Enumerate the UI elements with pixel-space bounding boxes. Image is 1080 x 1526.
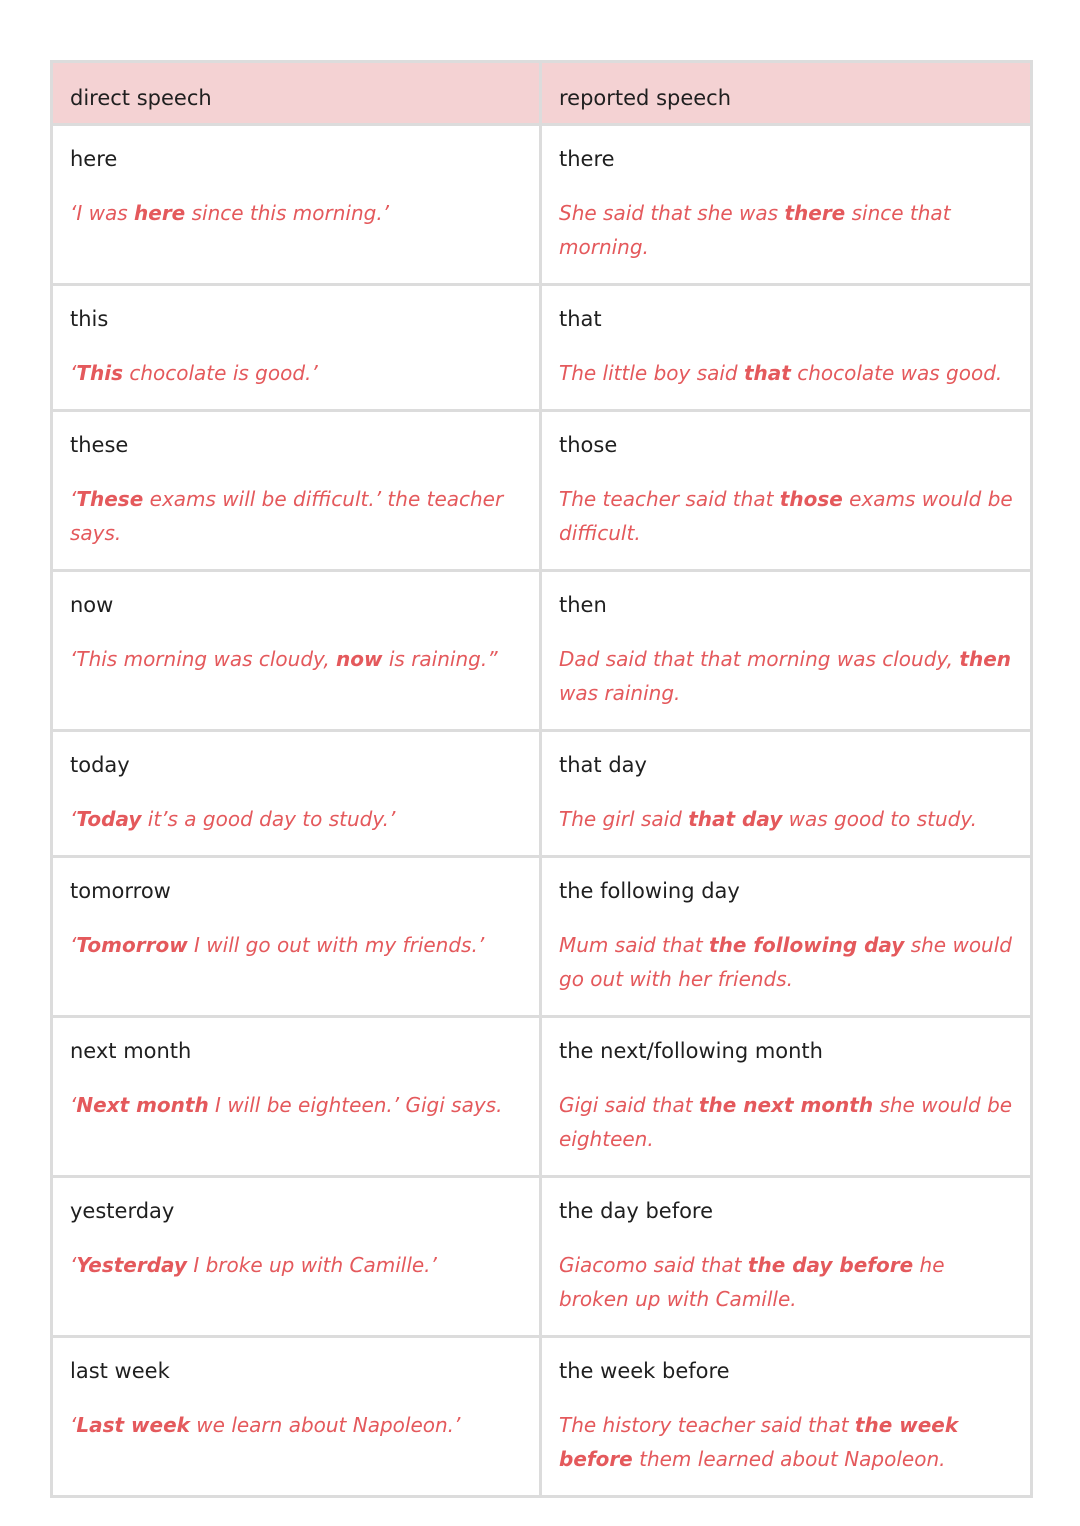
direct-speech-example <box>70 1088 522 1122</box>
reported-speech-term: that <box>559 307 602 331</box>
example-text: was raining. <box>559 681 681 705</box>
reported-speech-cell <box>541 571 1032 731</box>
table-row <box>52 411 1032 571</box>
example-text: we learn about Napoleon.’ <box>189 1413 461 1437</box>
example-text: ‘ <box>70 1253 77 1277</box>
example-text: I broke up with Camille.’ <box>186 1253 437 1277</box>
reported-speech-example <box>559 802 1013 836</box>
reported-speech-example <box>559 1088 1013 1156</box>
example-text: Mum said that <box>559 933 710 957</box>
example-text: chocolate was good. <box>790 361 1003 385</box>
example-text: ‘ <box>70 1093 77 1117</box>
reported-speech-example <box>559 1248 1013 1316</box>
reported-speech-cell <box>541 1177 1032 1337</box>
example-text: The history teacher said that <box>559 1413 855 1437</box>
direct-speech-cell <box>52 857 541 1017</box>
reported-speech-cell <box>541 1337 1032 1497</box>
highlighted-word: now <box>336 647 383 671</box>
direct-speech-cell <box>52 1337 541 1497</box>
header-reported-speech: reported speech <box>541 62 1032 125</box>
direct-speech-term: here <box>70 147 118 171</box>
example-text: I will go out with my friends.’ <box>187 933 485 957</box>
table-row <box>52 857 1032 1017</box>
direct-speech-example <box>70 802 522 836</box>
example-text: The teacher said that <box>559 487 780 511</box>
direct-speech-term: these <box>70 433 129 457</box>
example-text: was good to study. <box>782 807 977 831</box>
example-text: she would be eighteen. <box>559 1093 1013 1151</box>
example-text: I will be eighteen.’ Gigi says. <box>208 1093 503 1117</box>
example-text: she would go out with her friends. <box>559 933 1012 991</box>
direct-speech-example <box>70 642 522 676</box>
reported-speech-term: the day before <box>559 1199 714 1223</box>
table-row <box>52 1017 1032 1177</box>
highlighted-word: the day before <box>747 1253 914 1277</box>
direct-speech-term: this <box>70 307 109 331</box>
example-text: them learned about Napoleon. <box>632 1447 946 1471</box>
highlighted-word: Next month <box>76 1093 209 1117</box>
highlighted-word: that <box>743 361 791 385</box>
reported-speech-cell <box>541 731 1032 857</box>
highlighted-word: those <box>779 487 843 511</box>
direct-speech-example <box>70 1408 522 1442</box>
table-row <box>52 125 1032 285</box>
direct-speech-example <box>70 196 522 230</box>
example-text: Dad said that that morning was cloudy, <box>559 647 960 671</box>
direct-speech-example <box>70 928 522 962</box>
example-text: exams would be difficult. <box>559 487 1013 545</box>
example-text: ‘ <box>70 487 77 511</box>
direct-speech-cell <box>52 1017 541 1177</box>
example-text: The girl said <box>559 807 689 831</box>
example-text: She said that she was <box>559 201 785 225</box>
example-text: since that morning. <box>559 201 951 259</box>
reported-speech-cell <box>541 1017 1032 1177</box>
direct-speech-example <box>70 1248 522 1282</box>
example-text: ‘This morning was cloudy, <box>70 647 337 671</box>
table-header-row <box>52 62 1032 125</box>
direct-speech-cell <box>52 125 541 285</box>
direct-speech-term: last week <box>70 1359 170 1383</box>
table-row <box>52 1337 1032 1497</box>
direct-speech-term: today <box>70 753 130 777</box>
reported-speech-cell <box>541 857 1032 1017</box>
reported-speech-term: there <box>559 147 615 171</box>
reported-speech-cell <box>541 125 1032 285</box>
direct-speech-cell <box>52 731 541 857</box>
highlighted-word: the week before <box>559 1413 959 1471</box>
direct-speech-cell <box>52 411 541 571</box>
speech-conversion-table <box>50 60 1033 1498</box>
table-row <box>52 571 1032 731</box>
highlighted-word: there <box>784 201 846 225</box>
example-text: he broken up with Camille. <box>559 1253 945 1311</box>
highlighted-word: Tomorrow <box>76 933 188 957</box>
reported-speech-example <box>559 196 1013 264</box>
direct-speech-term: yesterday <box>70 1199 175 1223</box>
highlighted-word: Last week <box>76 1413 190 1437</box>
example-text: ‘I was <box>70 201 135 225</box>
reported-speech-term: the week before <box>559 1359 730 1383</box>
table-body <box>52 125 1032 1497</box>
example-text: ‘ <box>70 361 77 385</box>
highlighted-word: Today <box>76 807 142 831</box>
reported-speech-term: then <box>559 593 607 617</box>
highlighted-word: here <box>134 201 186 225</box>
example-text: The little boy said <box>559 361 744 385</box>
header-direct-speech: direct speech <box>52 62 541 125</box>
highlighted-word: Yesterday <box>76 1253 187 1277</box>
reported-speech-cell <box>541 411 1032 571</box>
table-row <box>52 285 1032 411</box>
example-text: ‘ <box>70 807 77 831</box>
reported-speech-example <box>559 482 1013 550</box>
reported-speech-term: the next/following month <box>559 1039 823 1063</box>
direct-speech-example <box>70 482 522 550</box>
reported-speech-term: the following day <box>559 879 740 903</box>
highlighted-word: the next month <box>698 1093 874 1117</box>
example-text: ‘ <box>70 933 77 957</box>
highlighted-word: the following day <box>709 933 905 957</box>
reported-speech-example <box>559 1408 1013 1476</box>
highlighted-word: then <box>959 647 1011 671</box>
example-text: Giacomo said that <box>559 1253 748 1277</box>
direct-speech-term: next month <box>70 1039 192 1063</box>
example-text: Gigi said that <box>559 1093 699 1117</box>
direct-speech-example <box>70 356 522 390</box>
direct-speech-term: tomorrow <box>70 879 171 903</box>
highlighted-word: that day <box>688 807 783 831</box>
direct-speech-term: now <box>70 593 114 617</box>
reported-speech-example <box>559 356 1013 390</box>
highlighted-word: These <box>76 487 144 511</box>
example-text: ‘ <box>70 1413 77 1437</box>
highlighted-word: This <box>76 361 123 385</box>
direct-speech-cell <box>52 571 541 731</box>
example-text: chocolate is good.’ <box>123 361 318 385</box>
example-text: it’s a good day to study.’ <box>141 807 396 831</box>
reported-speech-cell <box>541 285 1032 411</box>
reported-speech-example <box>559 642 1013 710</box>
example-text: since this morning.’ <box>185 201 390 225</box>
direct-speech-cell <box>52 285 541 411</box>
example-text: exams will be difficult.’ the teacher says. <box>70 487 504 545</box>
table-row <box>52 1177 1032 1337</box>
table-row <box>52 731 1032 857</box>
direct-speech-cell <box>52 1177 541 1337</box>
reported-speech-term: that day <box>559 753 647 777</box>
reported-speech-example <box>559 928 1013 996</box>
reported-speech-term: those <box>559 433 618 457</box>
example-text: is raining.” <box>382 647 498 671</box>
